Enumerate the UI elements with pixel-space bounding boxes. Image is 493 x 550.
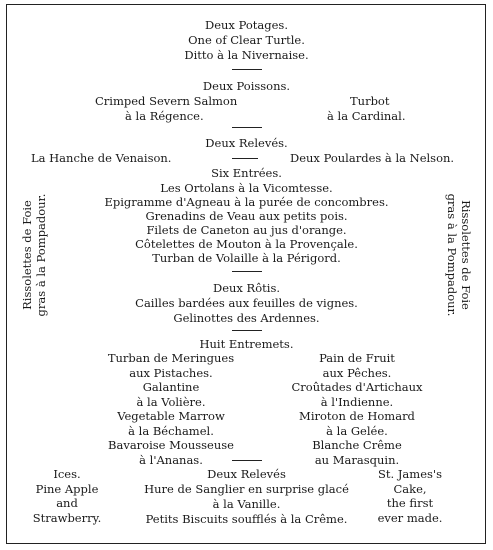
releves2-heading: Deux Relevés	[207, 467, 286, 481]
entremet-line: Croûtades d'Artichaux	[291, 380, 423, 394]
entremet-line: au Marasquin.	[314, 452, 400, 467]
entremet-line: Galantine	[142, 380, 200, 394]
releve2-item: Hure de Sanglier en surprise glacé	[144, 482, 349, 496]
entremets-left-column	[86, 351, 256, 467]
ices-line: Pine Apple	[35, 481, 99, 496]
section-divider	[232, 330, 262, 331]
entremet-line: à la Gelée.	[326, 423, 388, 438]
roti-item: Cailles bardées aux feuilles de vignes.	[135, 296, 358, 310]
entremet-line: à la Volière.	[136, 394, 206, 409]
cake-line: the first	[386, 496, 434, 510]
poisson-right-line: Turbot	[350, 94, 390, 108]
poisson-left-line: à la Régence.	[125, 109, 204, 123]
releve-right: Deux Poulardes à la Nelson.	[290, 151, 455, 165]
entree-item: Les Ortolans à la Vicomtesse.	[160, 181, 333, 195]
entremet-line: Blanche Crême	[312, 438, 402, 452]
ices-column	[22, 467, 112, 525]
poisson-left-line: Crimped Severn Salmon	[95, 94, 238, 108]
side-line: gras à la Pompadour.	[34, 193, 48, 317]
entree-item: Grenadins de Veau aux petits pois.	[145, 209, 348, 223]
section-divider	[232, 127, 262, 128]
entremet-line: aux Pêches.	[322, 365, 392, 380]
releve-left: La Hanche de Venaison.	[31, 151, 172, 165]
cake-line: Cake,	[393, 481, 427, 496]
entremet-line: à l'Ananas.	[139, 452, 203, 467]
potages-heading: Deux Potages.	[205, 18, 288, 32]
potage-item: Ditto à la Nivernaise.	[184, 48, 309, 62]
entremet-line: aux Pistaches.	[129, 365, 213, 380]
entrees-heading: Six Entrées.	[211, 166, 282, 180]
side-line: gras à la Pompadour.	[445, 193, 459, 317]
cake-column	[360, 467, 460, 525]
releves-heading: Deux Relevés.	[205, 136, 288, 150]
entremet-line: Bavaroise Mousseuse	[108, 438, 234, 452]
entremet-line: Pain de Fruit	[319, 351, 395, 365]
roti-item: Gelinottes des Ardennes.	[173, 311, 320, 325]
entremet-line: Vegetable Marrow	[117, 409, 225, 423]
entremet-line: à l'Indienne.	[320, 394, 394, 409]
entremet-line: à la Béchamel.	[128, 423, 214, 438]
cake-line: St. James's	[378, 467, 442, 481]
ices-line: and	[56, 496, 78, 510]
entree-item: Filets de Caneton au jus d'orange.	[146, 223, 347, 237]
releve2-item: Petits Biscuits soufflés à la Crême.	[145, 512, 348, 526]
entree-item: Côtelettes de Mouton à la Provençale.	[135, 237, 358, 251]
entree-item: Epigramme d'Agneau à la purée de concombres.	[104, 195, 389, 209]
ices-line: Strawberry.	[32, 510, 102, 525]
ices-line: Ices.	[53, 467, 81, 481]
releve2-item: à la Vanille.	[212, 497, 281, 511]
poissons-heading: Deux Poissons.	[202, 79, 291, 93]
entremet-line: Turban de Meringues	[107, 351, 235, 365]
side-line: Rissolettes de Foie	[20, 200, 34, 310]
section-divider	[232, 460, 262, 461]
poisson-right-line: à la Cardinal.	[327, 109, 406, 123]
entremet-line: Miroton de Homard	[299, 409, 415, 423]
section-divider	[232, 69, 262, 70]
potage-item: One of Clear Turtle.	[188, 33, 305, 47]
cake-line: ever made.	[377, 510, 443, 525]
section-divider	[232, 158, 258, 159]
side-line: Rissolettes de Foie	[459, 200, 473, 310]
entremets-right-column	[282, 351, 432, 467]
rotis-heading: Deux Rôtis.	[212, 281, 280, 295]
entree-item: Turban de Volaille à la Périgord.	[152, 251, 341, 265]
section-divider	[232, 271, 262, 272]
entremets-heading: Huit Entremets.	[199, 337, 294, 351]
